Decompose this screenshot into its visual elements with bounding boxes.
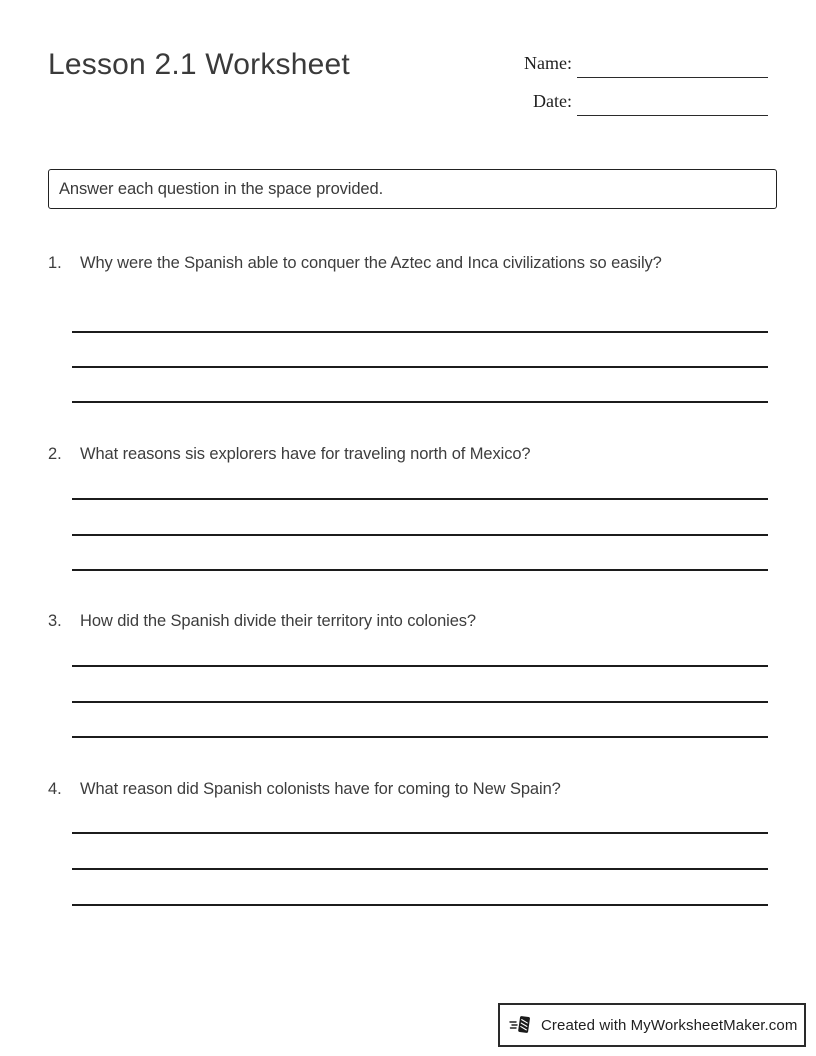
credit-text: Created with MyWorksheetMaker.com — [541, 1016, 798, 1034]
question-2-answer-line-3 — [72, 569, 768, 571]
question-2-number: 2. — [48, 445, 62, 463]
question-1-answer-line-3 — [72, 401, 768, 403]
date-blank-line — [577, 115, 768, 116]
question-3-answer-line-3 — [72, 736, 768, 738]
question-1-answer-line-2 — [72, 366, 768, 368]
question-4-answer-line-2 — [72, 868, 768, 870]
name-label: Name: — [524, 53, 572, 73]
instructions-text: Answer each question in the space provided. — [59, 179, 384, 198]
question-3-answer-line-1 — [72, 665, 768, 667]
name-blank-line — [577, 77, 768, 78]
question-1-answer-line-1 — [72, 331, 768, 333]
question-2-text: What reasons sis explorers have for traveling north of Mexico? — [80, 445, 531, 463]
question-1 — [48, 251, 662, 275]
question-3-number: 3. — [48, 612, 62, 630]
question-4 — [48, 777, 561, 801]
question-3-answer-line-2 — [72, 701, 768, 703]
question-4-number: 4. — [48, 780, 62, 798]
credit-badge — [498, 1003, 806, 1047]
question-3 — [48, 609, 476, 633]
worksheet-maker-logo-icon — [509, 1013, 533, 1037]
question-1-text: Why were the Spanish able to conquer the Aztec and Inca civilizations so easily? — [80, 254, 662, 272]
question-2-answer-line-2 — [72, 534, 768, 536]
question-4-text: What reason did Spanish colonists have for coming to New Spain? — [80, 780, 561, 798]
question-2-answer-line-1 — [72, 498, 768, 500]
question-4-answer-line-1 — [72, 832, 768, 834]
instructions-box — [48, 169, 777, 209]
question-1-number: 1. — [48, 254, 62, 272]
question-2 — [48, 442, 531, 466]
date-label: Date: — [533, 91, 572, 111]
question-4-answer-line-3 — [72, 904, 768, 906]
question-3-text: How did the Spanish divide their territory into colonies? — [80, 612, 477, 630]
page-title: Lesson 2.1 Worksheet — [48, 48, 350, 81]
